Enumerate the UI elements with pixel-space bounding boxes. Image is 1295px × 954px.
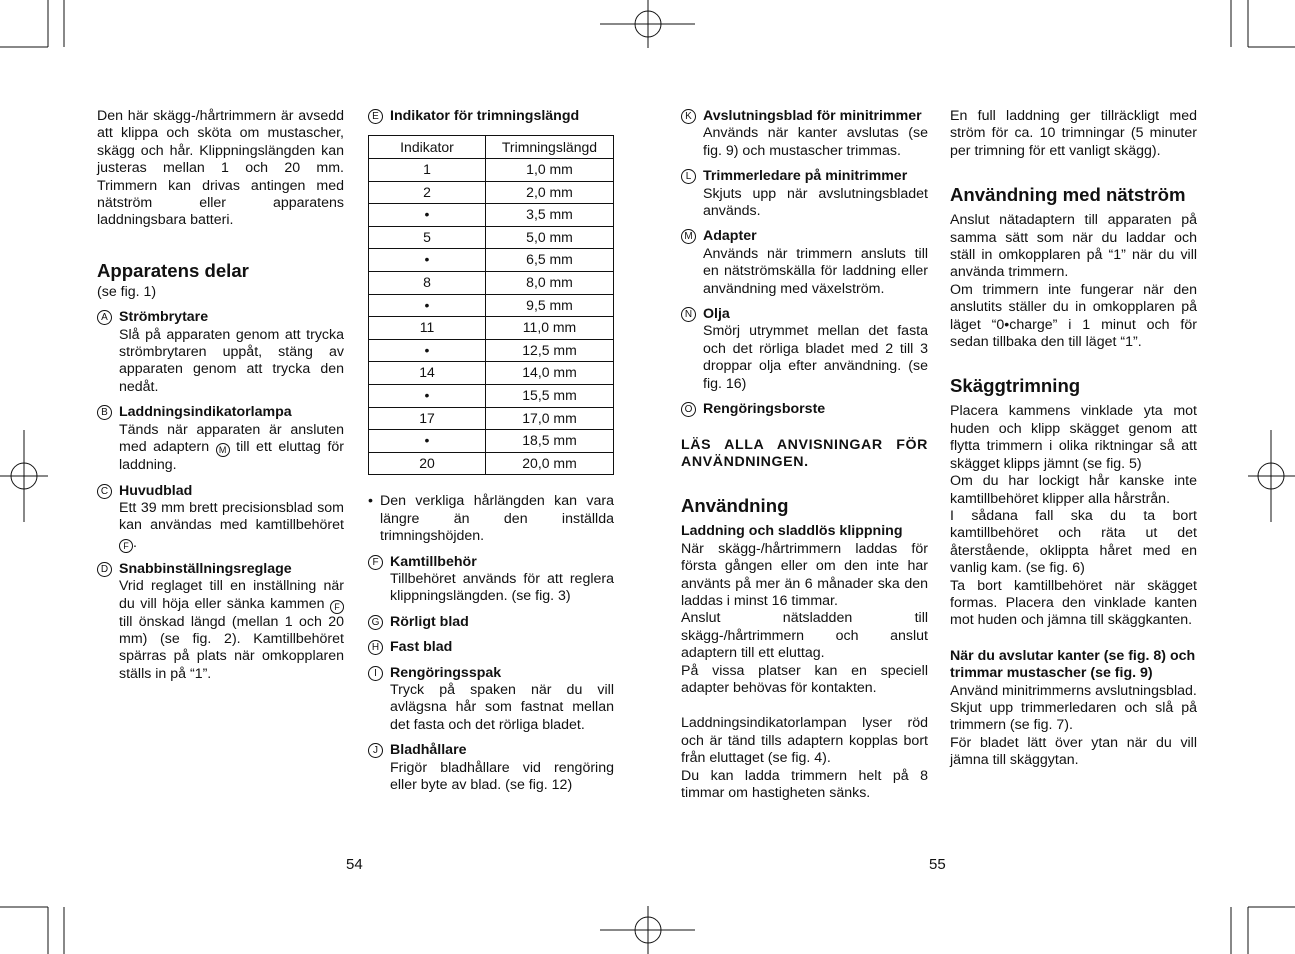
letter-k-marker: K — [681, 109, 696, 124]
usage-paragraph: Anslut nätsladden till skägg-/hårtrimmern och anslut adaptern till ett eluttag. — [681, 610, 928, 662]
indicator-cell: 2 — [369, 181, 486, 204]
table-header-row — [369, 136, 614, 159]
letter-n-marker: N — [681, 307, 696, 322]
indicator-cell: 8 — [369, 271, 486, 294]
part-title: Rengöringsspak — [390, 664, 502, 681]
part-title: Adapter — [703, 228, 757, 245]
usage-paragraph: En full laddning ger tillräckligt med ström för ca. 10 trimningar (5 minuter per trimning för ett vanligt skägg). — [950, 108, 1197, 159]
part-title: Kamtillbehör — [390, 553, 477, 570]
mains-paragraph: Om trimmern inte fungerar när den anslutits ställer du in omkopplaren på läget “0•charge” i 1 minut och för sedan tillbaka den till läget “1”. — [950, 281, 1197, 351]
beard-paragraph: För bladet lätt över ytan när du vill jämna till skäggytan. — [950, 734, 1197, 769]
trimming-length-table — [368, 135, 614, 475]
part-text: Slå på apparaten genom att trycka strömbrytaren uppåt, stäng av apparaten genom att trycka den nedåt. — [119, 326, 344, 395]
length-cell: 14,0 mm — [486, 362, 614, 385]
length-cell: 18,5 mm — [486, 430, 614, 453]
part-item-f — [368, 554, 614, 606]
part-text: Tryck på spaken när du vill avlägsna hår som fastnat mellan det fasta och det rörliga bladet. — [390, 681, 614, 733]
part-title: Fast blad — [390, 639, 453, 656]
indicator-cell: 5 — [369, 226, 486, 249]
letter-f-ref: F — [119, 539, 133, 553]
part-item-d — [97, 561, 344, 683]
part-text: Ett 39 mm brett precisionsblad som kan användas med kamtillbehöret F . — [119, 499, 344, 551]
length-cell: 20,0 mm — [486, 452, 614, 475]
letter-d-marker: D — [97, 562, 112, 577]
indicator-cell: • — [369, 384, 486, 407]
part-item-g — [368, 614, 614, 631]
length-cell: 5,0 mm — [486, 226, 614, 249]
length-cell: 3,5 mm — [486, 204, 614, 227]
part-item-l — [681, 168, 928, 220]
table-row — [369, 294, 614, 317]
beard-paragraph: Om du har lockigt hår kanske inte kamtillbehöret klipper alla hårstrån. — [950, 473, 1197, 507]
part-text: Smörj utrymmet mellan det fasta och det rörliga bladet med 2 till 3 droppar olja efter användning. (se fig. 16) — [703, 323, 928, 392]
letter-j-marker: J — [368, 743, 383, 758]
part-title: Indikator för trimningslängd — [390, 108, 580, 124]
part-text: Skjuts upp när avslutningsbladet används. — [703, 185, 928, 220]
table-row — [369, 384, 614, 407]
usage-paragraph: När skägg-/hårtrimmern laddas för första gången eller om den inte har använts på mer än 6 månader ska den laddas i minst 16 timmar. — [681, 540, 928, 609]
column-1 — [97, 108, 344, 683]
mains-paragraph: Anslut nätadaptern till apparaten på samma sätt som när du laddar och ställ in omkopplaren på “1” när du vill använda trimmern. — [950, 212, 1197, 281]
table-row — [369, 362, 614, 385]
part-item-b — [97, 404, 344, 474]
letter-m-marker: M — [681, 229, 696, 244]
table-row — [369, 339, 614, 362]
part-text: Frigör bladhållare vid rengöring eller byte av blad. (se fig. 12) — [390, 759, 614, 793]
part-title: Snabbinställningsreglage — [119, 560, 292, 577]
page-number-right: 55 — [929, 856, 946, 873]
table-row — [369, 430, 614, 453]
letter-i-marker: I — [368, 666, 383, 681]
part-title: Rengöringsborste — [703, 401, 826, 418]
indicator-cell: 20 — [369, 452, 486, 475]
length-cell: 6,5 mm — [486, 249, 614, 272]
part-item-o — [681, 401, 928, 418]
table-row — [369, 407, 614, 430]
parts-figure-ref: (se fig. 1) — [97, 283, 157, 300]
letter-h-marker: H — [368, 640, 383, 655]
letter-g-marker: G — [368, 615, 383, 630]
length-cell: 12,5 mm — [486, 339, 614, 362]
part-title: Trimmerledare på minitrimmer — [703, 168, 908, 185]
table-header: Indikator — [369, 136, 486, 159]
part-text: Vrid reglaget till en inställning när du vill höja eller sänka kammen F till önskad längd (mellan 1 och 20 mm) (se fig. 2). Kamtillbehöret spärras på plats när omkopplaren ställs in på “1”. — [119, 578, 344, 682]
table-row — [369, 249, 614, 272]
letter-f-marker: F — [368, 555, 383, 570]
part-title: Laddningsindikatorlampa — [119, 404, 292, 421]
table-row — [369, 271, 614, 294]
indicator-cell: • — [369, 430, 486, 453]
part-item-j — [368, 742, 614, 794]
page-number-left: 54 — [346, 856, 363, 873]
letter-o-marker: O — [681, 402, 696, 417]
length-cell: 9,5 mm — [486, 294, 614, 317]
parts-heading: Apparatens delar — [97, 259, 249, 281]
part-item-i — [368, 665, 614, 735]
indicator-cell: • — [369, 294, 486, 317]
usage-paragraph: På vissa platser kan en speciell adapter behövas för kontakten. — [681, 662, 928, 696]
indicator-cell: 17 — [369, 407, 486, 430]
indicator-cell: 14 — [369, 362, 486, 385]
table-note: • Den verkliga hårlängden kan vara längre än den inställda trimningshöjden. — [368, 493, 614, 545]
letter-e-marker: E — [368, 109, 383, 124]
part-item-k — [681, 108, 928, 160]
part-text: Används när kanter avslutas (se fig. 9) och mustascher trimmas. — [703, 125, 928, 159]
length-cell: 11,0 mm — [486, 317, 614, 340]
part-title: Rörligt blad — [390, 613, 469, 630]
mains-heading: Användning med nätström — [950, 184, 1186, 206]
beard-paragraph: Skjut upp trimmerledaren och slå på trimmern (se fig. 7). — [950, 699, 1197, 734]
beard-subheading: När du avslutar kanter (se fig. 8) och trimmar mustascher (se fig. 9) — [950, 647, 1196, 682]
part-item-n — [681, 306, 928, 393]
part-title: Huvudblad — [119, 482, 193, 499]
table-header: Trimningslängd — [486, 136, 614, 159]
beard-paragraph: Använd minitrimmerns avslutningsblad. — [950, 682, 1197, 699]
letter-m-ref: M — [216, 443, 230, 457]
part-item-c — [97, 483, 344, 553]
beard-paragraph: I sådana fall ska du ta bort kamtillbehöret och räta ut det återstående, oklippta håret med en vanlig kam. (se fig. 6) — [950, 507, 1197, 577]
letter-a-marker: A — [97, 310, 112, 325]
part-text: Tillbehöret används för att reglera klippningslängden. (se fig. 3) — [390, 570, 614, 605]
part-item-e — [368, 108, 614, 125]
part-item-a — [97, 309, 344, 396]
usage-subheading: Laddning och sladdlös klippning — [681, 523, 903, 540]
column-3 — [681, 108, 928, 802]
part-title: Bladhållare — [390, 742, 467, 759]
table-row — [369, 452, 614, 475]
part-title: Olja — [703, 306, 730, 323]
table-row — [369, 159, 614, 182]
intro-paragraph: Den här skägg-/hårtrimmern är avsedd att klippa och sköta om mustascher, skägg och hår. Klippningslängden kan justeras mellan 1 och 20 mm. Trimmern kan drivas antingen med nätström eller apparatens laddningsbara batteri. — [97, 108, 344, 229]
beard-heading: Skäggtrimning — [950, 375, 1081, 397]
part-title: Strömbrytare — [119, 309, 209, 326]
table-row — [369, 226, 614, 249]
part-item-m — [681, 228, 928, 298]
part-title: Avslutningsblad för minitrimmer — [703, 108, 922, 124]
indicator-cell: • — [369, 204, 486, 227]
table-row — [369, 181, 614, 204]
usage-paragraph: Du kan ladda trimmern helt på 8 timmar om hastigheten sänks. — [681, 767, 928, 801]
part-text: Tänds när apparaten är ansluten med adaptern M till ett eluttag för laddning. — [119, 421, 344, 474]
indicator-cell: 11 — [369, 317, 486, 340]
length-cell: 15,5 mm — [486, 384, 614, 407]
part-text: Används när trimmern ansluts till en nätströmskälla för laddning eller användning med växelström. — [703, 245, 928, 297]
length-cell: 17,0 mm — [486, 407, 614, 430]
table-row — [369, 204, 614, 227]
letter-c-marker: C — [97, 484, 112, 499]
letter-f-ref: F — [330, 600, 344, 614]
column-4 — [950, 108, 1197, 770]
length-cell: 2,0 mm — [486, 181, 614, 204]
table-row — [369, 317, 614, 340]
letter-b-marker: B — [97, 405, 112, 420]
indicator-cell: 1 — [369, 159, 486, 182]
read-instructions-warning: LÄS ALLA ANVISNINGAR FÖR ANVÄNDNINGEN. — [681, 436, 928, 470]
indicator-cell: • — [369, 249, 486, 272]
length-cell: 8,0 mm — [486, 271, 614, 294]
beard-paragraph: Ta bort kamtillbehöret när skägget formas. Placera den vinklade kanten mot huden och jämna till skäggkanten. — [950, 577, 1197, 629]
usage-paragraph: Laddningsindikatorlampan lyser röd och är tänd tills adaptern kopplas bort från eluttaget (se fig. 4). — [681, 715, 928, 767]
part-item-h — [368, 639, 614, 656]
indicator-cell: • — [369, 339, 486, 362]
beard-paragraph: Placera kammens vinklade yta mot huden och klipp skägget genom att flytta trimmern i olika riktningar så att skägget klipps jämnt (se fig. 5) — [950, 403, 1197, 472]
letter-l-marker: L — [681, 169, 696, 184]
length-cell: 1,0 mm — [486, 159, 614, 182]
column-2 — [368, 108, 614, 794]
usage-heading: Användning — [681, 495, 789, 517]
